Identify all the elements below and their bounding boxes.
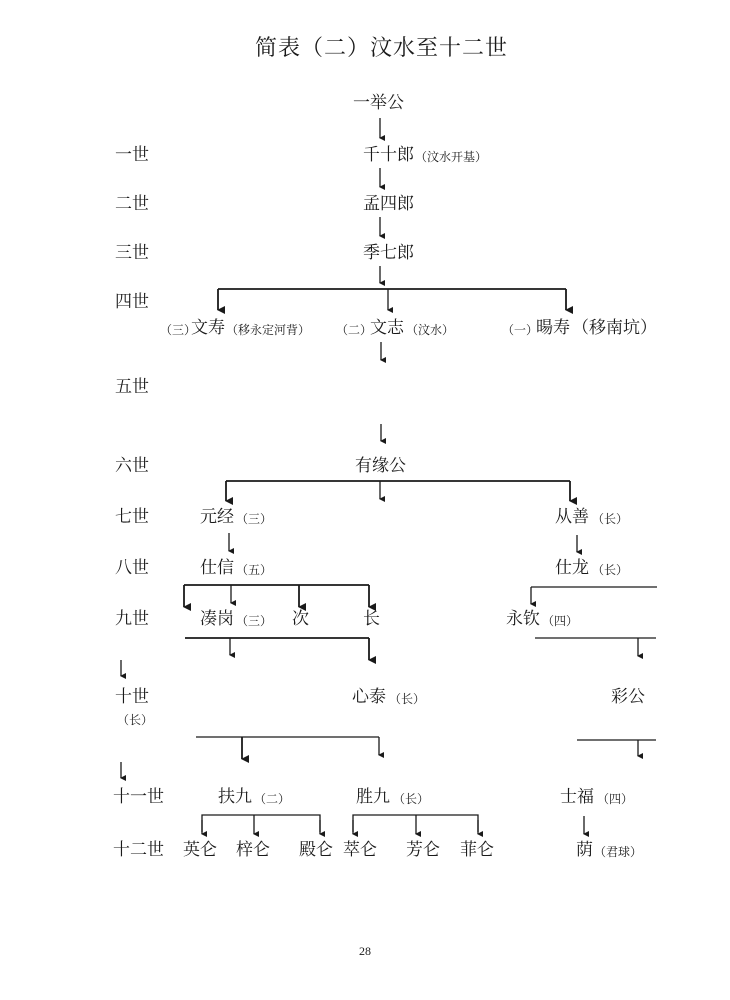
person-ci: 次 bbox=[292, 609, 309, 629]
person-yin: 荫 bbox=[576, 840, 593, 860]
generation-label-3: 三世 bbox=[115, 243, 149, 263]
person-fujiu-note: （二） bbox=[254, 792, 291, 806]
person-wenshou: 文寿 bbox=[191, 318, 225, 338]
person-yongqin-note: （四） bbox=[542, 614, 579, 628]
person-youyuan: 有缘公 bbox=[355, 456, 406, 476]
person-shixin: 仕信 bbox=[200, 558, 234, 578]
person-feicang: 菲仑 bbox=[460, 840, 494, 860]
person-yingcang: 英仑 bbox=[183, 840, 217, 860]
generation-label-6: 六世 bbox=[115, 456, 149, 476]
person-shengjiu: 胜九 bbox=[356, 787, 390, 807]
person-shifu-note: （四） bbox=[597, 792, 634, 806]
person-shifu: 士福 bbox=[560, 787, 594, 807]
person-wenshou-note: （移永定河背） bbox=[226, 323, 311, 337]
page-title: 简表（二）汶水至十二世 bbox=[255, 36, 509, 61]
person-shengjiu-note: （长） bbox=[393, 792, 430, 806]
person-qianshilang-note: （汶水开基） bbox=[415, 150, 488, 164]
generation-label-11: 十一世 bbox=[113, 787, 164, 807]
person-wenzhi-note: （汶水） bbox=[406, 323, 455, 337]
person-yin-note: （君球） bbox=[594, 845, 643, 859]
person-yuanjing: 元经 bbox=[200, 507, 234, 527]
bracket-fujiu-children bbox=[202, 815, 320, 832]
generation-label-8: 八世 bbox=[115, 558, 149, 578]
generation-label-10: 十世 bbox=[115, 687, 149, 707]
person-yangshou-prefix: （一） bbox=[502, 323, 539, 337]
person-zicang: 梓仑 bbox=[236, 840, 270, 860]
generation-label-1: 一世 bbox=[115, 145, 149, 165]
person-wenshou-prefix: （三） bbox=[160, 323, 197, 337]
generation-label-12: 十二世 bbox=[113, 840, 164, 860]
person-fujiu: 扶九 bbox=[218, 787, 252, 807]
person-wenzhi: 文志 bbox=[370, 318, 404, 338]
person-yangshou: 暘寿 bbox=[536, 318, 570, 338]
person-diancang: 殿仑 bbox=[299, 840, 333, 860]
person-wenzhi-prefix: （二） bbox=[336, 323, 373, 337]
person-qianshilang: 千十郎 bbox=[363, 145, 414, 165]
person-zhang: 长 bbox=[363, 609, 380, 629]
person-xintai-note: （长） bbox=[389, 692, 426, 706]
person-congshan: 从善 bbox=[555, 507, 589, 527]
generation-label-10-note: （长） bbox=[117, 713, 154, 727]
person-shilong: 仕龙 bbox=[555, 558, 589, 578]
person-yongqin: 永钦 bbox=[506, 609, 540, 629]
person-cuicang: 萃仑 bbox=[343, 840, 377, 860]
person-caigong: 彩公 bbox=[611, 687, 645, 707]
person-mengsilang: 孟四郎 bbox=[363, 194, 414, 214]
person-juju: 一举公 bbox=[353, 93, 404, 113]
person-congshan-note: （长） bbox=[592, 512, 629, 526]
generation-label-4: 四世 bbox=[115, 292, 149, 312]
person-yuanjing-note: （三） bbox=[236, 512, 273, 526]
generation-label-7: 七世 bbox=[115, 507, 149, 527]
person-xintai: 心泰 bbox=[352, 687, 386, 707]
person-cougang-note: （三） bbox=[236, 614, 273, 628]
person-fangcang: 芳仑 bbox=[406, 840, 440, 860]
generation-label-9: 九世 bbox=[115, 609, 149, 629]
generation-label-2: 二世 bbox=[115, 194, 149, 214]
person-shixin-note: （五） bbox=[236, 563, 273, 577]
person-jiqilang: 季七郎 bbox=[363, 243, 414, 263]
person-shilong-note: （长） bbox=[592, 563, 629, 577]
person-yangshou-note: （移南坑） bbox=[572, 318, 657, 338]
person-cougang: 凑岗 bbox=[200, 609, 234, 629]
page-number: 28 bbox=[359, 944, 371, 958]
generation-label-5: 五世 bbox=[115, 377, 149, 397]
